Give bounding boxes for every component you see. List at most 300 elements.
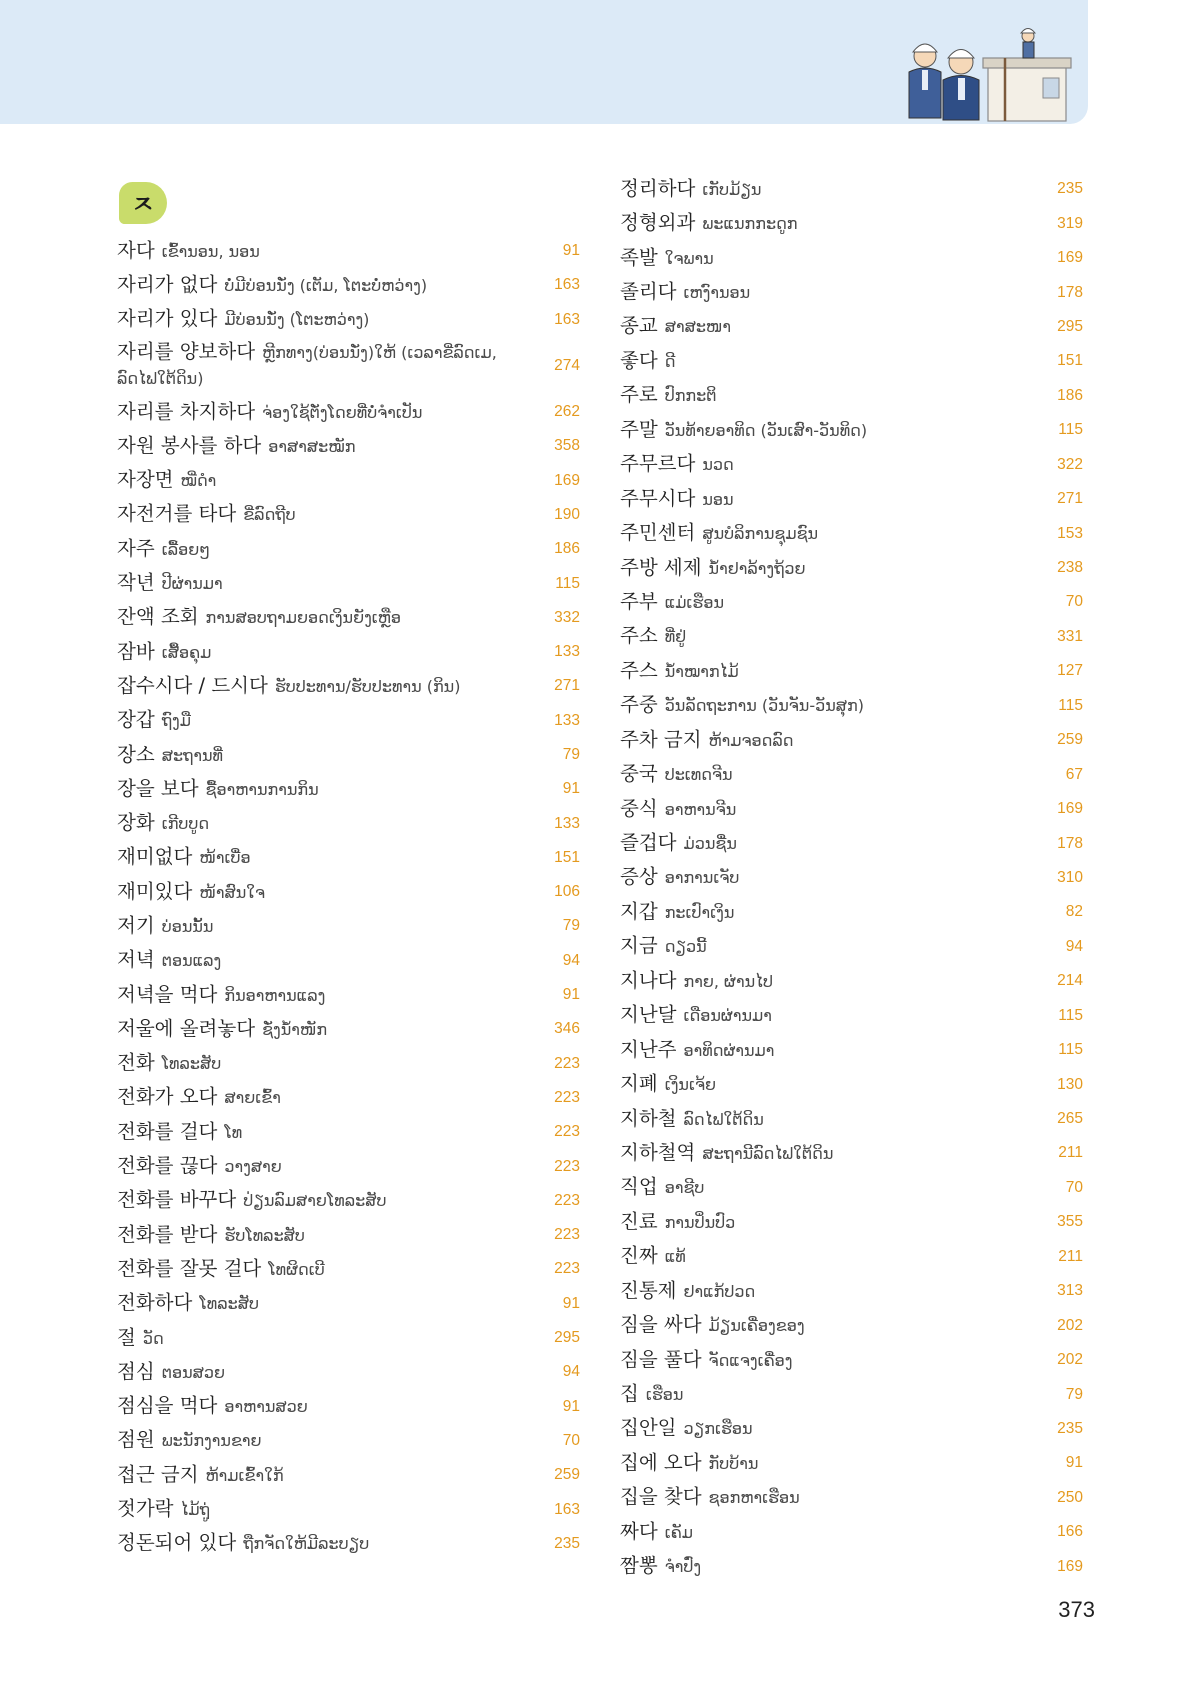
page-reference: 223 [554,1088,580,1106]
page-reference: 115 [1058,1006,1083,1024]
korean-headword: 족발 [620,245,658,269]
page-reference: 235 [1057,180,1083,198]
index-entry [117,1492,580,1526]
page-reference: 186 [1057,386,1083,404]
index-entry [117,1184,580,1218]
lao-translation: ຊອກຫາເຮືອນ [708,1488,800,1508]
entry-text [620,1071,1035,1098]
page-reference: 295 [554,1329,580,1347]
index-entry [620,551,1083,585]
entry-text [117,1462,532,1489]
entry-text [620,727,1035,754]
index-entry [620,757,1083,791]
lao-translation: ອາສາສະໝັກ [268,436,356,456]
korean-headword: 주방 세제 [620,555,702,579]
lao-translation: ໂທລະສັບ [161,1054,222,1074]
index-entry [620,344,1083,378]
page-reference: 322 [1057,455,1083,473]
page-reference: 358 [554,437,580,455]
page-reference: 295 [1057,317,1083,335]
lao-translation: ນອນ [702,489,734,509]
index-entry [620,861,1083,895]
page-reference: 271 [1057,490,1083,508]
page-reference: 169 [1057,249,1083,267]
index-entry [620,1550,1083,1584]
page-reference: 151 [1057,352,1083,370]
entry-text [117,570,532,597]
korean-headword: 저울에 올려놓다 [117,1016,256,1040]
index-entry [620,1136,1083,1170]
lao-translation: ວັນລັດຖະການ (ວັນຈັນ-ວັນສຸກ) [664,696,864,716]
lao-translation: ກັບບ້ານ [708,1453,759,1473]
entry-text [620,382,1035,409]
lao-translation: ເງິນເຈ້ຍ [664,1075,716,1095]
korean-headword: 전화가 오다 [117,1085,218,1109]
korean-headword: 지갑 [620,899,658,923]
entry-text [117,1530,532,1557]
index-entry [620,620,1083,654]
page-reference: 70 [562,1431,580,1449]
entry-text [620,933,1035,960]
lao-translation: ເຮືອນ [645,1385,684,1405]
entry-text [620,1347,1035,1374]
korean-headword: 전화를 받다 [117,1222,218,1246]
lao-translation: ໃຈພານ [664,248,714,268]
lao-translation: ອາຫານຈີນ [664,799,737,819]
lao-translation: ອາທິດຜ່ານມາ [683,1040,775,1060]
entry-text [620,210,1035,237]
entry-text [117,639,532,666]
index-entry [117,566,580,600]
page-reference: 79 [1065,1385,1083,1403]
entry-text [117,238,532,265]
lao-translation: ເກີບບູດ [161,814,210,834]
korean-headword: 진짜 [620,1244,658,1268]
lao-translation: ກິນອາຫານແລງ [224,985,326,1005]
korean-headword: 자주 [117,536,155,560]
page-reference: 115 [555,574,580,592]
page-reference: 70 [1065,1178,1083,1196]
entry-text [620,692,1035,719]
lao-translation: ພະແນກກະດູກ [702,214,798,234]
entry-text [117,399,532,426]
korean-headword: 주부 [620,589,658,613]
page-reference: 211 [1058,1144,1083,1162]
index-entry [117,738,580,772]
lao-translation: ດີ [664,351,676,371]
page-reference: 178 [1057,283,1083,301]
lao-translation: ໂທລະສັບ [199,1294,259,1314]
entry-text [117,1256,532,1283]
entry-text [620,451,1035,478]
page-reference: 223 [554,1123,580,1141]
lao-translation: ສະຖານທີ່ [161,745,224,765]
korean-headword: 지난주 [620,1037,677,1061]
entry-text [117,1325,532,1352]
page-reference: 190 [554,505,580,523]
korean-headword: 진료 [620,1209,658,1233]
page-reference: 91 [562,1397,580,1415]
index-entry [620,964,1083,998]
korean-headword: 짜다 [620,1519,658,1543]
korean-headword: 중식 [620,796,658,820]
page-reference: 166 [1057,1523,1083,1541]
korean-headword: 전화하다 [117,1291,193,1315]
index-entry [620,1481,1083,1515]
korean-headword: 저녁을 먹다 [117,982,218,1006]
page-number: 373 [1058,1597,1095,1622]
index-entry [117,1355,580,1389]
lao-translation: ນ້ຳຢາລ້າງຖ້ວຍ [708,558,806,578]
lao-translation: ທີ່ຢູ່ [664,627,687,647]
page-reference: 163 [554,310,580,328]
korean-headword: 주차 금지 [620,727,702,751]
lao-translation: ເດືອນຜ່ານມາ [683,1006,772,1026]
page-reference: 115 [1058,696,1083,714]
entry-text [620,1106,1035,1133]
entry-text [620,589,1035,616]
page-reference: 115 [1058,1041,1083,1059]
page-reference: 202 [1057,1351,1083,1369]
page-reference: 94 [1065,937,1083,955]
lao-translation: ສູນບໍລິການຊຸມຊົນ [702,524,819,544]
lao-translation: ຫຼີກທາງ(ບ່ອນນັ່ງ)ໃຫ້ (ເວລາຂີ່ລົດເມ, ລົດໄຟໃຕ້ດິນ) [117,343,497,389]
page-reference: 250 [1057,1488,1083,1506]
lao-translation: ຖືກຈັດໃຫ້ມີລະບຽບ [243,1534,370,1554]
lao-translation: ປົກກະຕິ [664,386,717,406]
entry-text [117,339,532,392]
page-reference: 355 [1057,1213,1083,1231]
korean-headword: 젓가락 [117,1497,174,1521]
index-entry [117,1081,580,1115]
index-entry [620,1171,1083,1205]
entry-text [620,796,1035,823]
page-reference: 163 [554,1500,580,1518]
entry-text [620,830,1035,857]
korean-headword: 증상 [620,865,658,889]
entry-text [117,1016,532,1043]
korean-headword: 집 [620,1382,639,1406]
korean-headword: 주민센터 [620,521,696,545]
page-reference: 91 [1065,1454,1083,1472]
entry-text [117,536,532,563]
lao-translation: ຈ່ອງໃຊ້ຕັ່ງໂດຍທີ່ບໍ່ຈຳເປັນ [262,402,423,422]
lao-translation: ສາຍເຂົ້າ [224,1088,281,1108]
korean-headword: 짐을 싸다 [620,1313,702,1337]
entry-text [117,433,532,460]
korean-headword: 접근 금지 [117,1462,199,1486]
korean-headword: 주스 [620,658,658,682]
index-entry [620,689,1083,723]
entry-text [620,555,1035,582]
entry-text [620,417,1035,444]
right-column [620,172,1083,1584]
page-reference: 223 [554,1054,580,1072]
section-letter-badge: ㅈ [119,182,167,224]
lao-translation: ພະນັກງານຂາຍ [161,1431,262,1451]
entry-text [620,1312,1035,1339]
entry-text [620,1243,1035,1270]
index-entry [620,1067,1083,1101]
lao-translation: ຮັບໂທລະສັບ [224,1225,305,1245]
page-reference: 186 [554,540,580,558]
lao-translation: ຫ້າມເຂົ້າໃກ້ [205,1465,284,1485]
korean-headword: 주소 [620,624,658,648]
page-reference: 169 [1057,1557,1083,1575]
entry-text [620,1519,1035,1546]
page-reference: 79 [562,917,580,935]
lao-translation: ວາງສາຍ [224,1157,282,1177]
page-reference: 79 [562,746,580,763]
lao-translation: ສະຖານີລົດໄຟໃຕ້ດິນ [702,1143,834,1163]
korean-headword: 점심을 먹다 [117,1394,218,1418]
index-entry [117,1149,580,1183]
entry-text [117,1153,532,1180]
index-entry [117,1218,580,1252]
entry-text [620,1415,1035,1442]
index-entry [620,1240,1083,1274]
lao-translation: ນ້ຳໝາກໄມ້ [664,661,739,681]
entry-text [117,1496,532,1523]
entry-text [620,761,1035,788]
index-entry [117,303,580,337]
korean-headword: 주중 [620,693,658,717]
page-reference: 178 [1057,834,1083,852]
page-reference: 169 [1057,800,1083,818]
lao-translation: ໝີ່ດຳ [180,471,217,491]
korean-headword: 전화를 바꾸다 [117,1188,237,1212]
index-entry [620,482,1083,516]
index-entry [117,429,580,463]
entry-text [620,623,1035,650]
page-reference: 274 [554,356,580,374]
entry-text [620,486,1035,513]
lao-translation: ໜ້າເບື່ອ [199,848,251,868]
index-entry [620,172,1083,206]
index-entry [620,585,1083,619]
entry-text [117,879,532,906]
page-reference: 259 [1057,731,1083,749]
page-reference: 91 [562,242,580,260]
page-reference: 238 [1057,559,1083,577]
lao-translation: ໄມ້ຖູ່ [180,1500,210,1520]
lao-translation: ຢາແກ້ປວດ [683,1281,756,1301]
page-reference: 223 [554,1191,580,1209]
index-entry [117,704,580,738]
index-entry [620,895,1083,929]
korean-headword: 점원 [117,1428,155,1452]
korean-headword: 지나다 [620,968,677,992]
lao-translation: ມ່ວນຊື່ນ [683,834,737,854]
entry-text [117,1393,532,1420]
index-entry [117,635,580,669]
entry-text [117,673,532,700]
page-reference: 91 [562,1294,580,1312]
lao-translation: ໜ້າສົນໃຈ [199,882,266,902]
index-entry [117,1458,580,1492]
page-reference: 133 [554,643,580,661]
construction-workers-illustration [893,14,1083,124]
page-reference: 169 [554,471,580,489]
index-entry [620,413,1083,447]
index-entry [117,841,580,875]
korean-headword: 재미있다 [117,879,193,903]
page-reference: 262 [554,403,580,421]
index-entry [117,875,580,909]
page-reference: 94 [562,951,580,969]
index-entry [117,234,580,268]
page-reference: 332 [554,608,580,626]
lao-translation: ເລື້ອຍໆ [161,539,210,559]
korean-headword: 집을 찾다 [620,1485,702,1509]
entry-text [620,1037,1035,1064]
index-entry [620,1205,1083,1239]
korean-headword: 자다 [117,238,155,262]
entry-text [117,467,532,494]
lao-translation: ມີບ່ອນນັ່ງ (ໂຕະຫວ່າງ) [224,310,370,330]
korean-headword: 전화를 걸다 [117,1119,218,1143]
entry-text [117,1222,532,1249]
entry-text [117,1359,532,1386]
entry-text [117,1427,532,1454]
lao-translation: ໂທ [224,1122,243,1142]
korean-headword: 절 [117,1325,136,1349]
index-entry [620,1033,1083,1067]
page-reference: 94 [562,1363,580,1381]
index-entry [620,275,1083,309]
index-entry [117,1527,580,1561]
korean-headword: 자리를 양보하다 [117,340,256,364]
korean-headword: 저기 [117,913,155,937]
lao-translation: ຈັດແຈງເຄື່ອງ [708,1350,793,1370]
index-entry [117,1115,580,1149]
index-entry [620,792,1083,826]
korean-headword: 장화 [117,811,155,835]
korean-headword: 작년 [117,571,155,595]
page-reference: 223 [554,1226,580,1244]
korean-headword: 장을 보다 [117,776,199,800]
entry-text [117,501,532,528]
index-entry [620,654,1083,688]
korean-headword: 정돈되어 있다 [117,1531,237,1555]
lao-translation: ຂີ່ລົດຖີບ [243,505,296,525]
korean-headword: 저녁 [117,948,155,972]
index-entry [620,1446,1083,1480]
entry-text [620,1553,1035,1580]
korean-headword: 장소 [117,742,155,766]
page-reference: 130 [1057,1075,1083,1093]
entry-text [620,899,1035,926]
entry-text [620,1381,1035,1408]
lao-translation: ຊັ່ງນ້ຳໜັກ [262,1019,328,1039]
entry-text [117,1050,532,1077]
index-entry [620,1274,1083,1308]
page-reference: 214 [1057,972,1083,990]
page-reference: 223 [554,1260,580,1278]
korean-headword: 정리하다 [620,176,696,200]
korean-headword: 졸리다 [620,280,677,304]
index-entry [620,448,1083,482]
entry-text [117,272,532,299]
index-entry [117,978,580,1012]
lao-translation: ວຽກເຮືອນ [683,1419,753,1439]
korean-headword: 지하철 [620,1106,677,1130]
korean-headword: 즐겁다 [620,831,677,855]
entry-text [620,176,1035,203]
lao-translation: ມ້ຽນເຄື່ອງຂອງ [708,1316,805,1336]
page-reference: 319 [1057,214,1083,232]
korean-headword: 지하철역 [620,1140,696,1164]
page-reference: 115 [1058,421,1083,439]
entry-text [117,776,532,803]
page-reference: 151 [554,848,580,866]
entry-text [117,306,532,333]
lao-translation: ດຽວນີ້ [664,937,707,957]
page-reference: 235 [1057,1419,1083,1437]
entry-text [620,245,1035,272]
entry-text [620,313,1035,340]
korean-headword: 종교 [620,314,658,338]
page-reference: 127 [1057,662,1083,680]
lao-translation: ຕອນສວຍ [161,1362,225,1382]
korean-headword: 전화를 잘못 걸다 [117,1256,262,1280]
index-entry [620,1412,1083,1446]
page-reference: 265 [1057,1110,1083,1128]
entry-text [117,947,532,974]
index-entry [117,268,580,302]
korean-headword: 잡수시다 / 드시다 [117,673,268,697]
page-reference: 106 [554,883,580,901]
korean-headword: 자장면 [117,468,174,492]
page-reference: 259 [554,1466,580,1484]
page-reference: 223 [554,1157,580,1175]
korean-headword: 지금 [620,934,658,958]
entry-text [117,707,532,734]
index-entry [117,337,580,395]
lao-translation: ກະເປົາເງິນ [664,902,735,922]
korean-headword: 주말 [620,417,658,441]
index-entry [117,1390,580,1424]
entry-text [117,1187,532,1214]
lao-translation: ອາການເຈັບ [664,868,740,888]
page-reference: 133 [554,711,580,729]
lao-translation: ປ່ຽນລົມສາຍໂທລະສັບ [243,1191,387,1211]
korean-headword: 자리가 있다 [117,307,218,331]
entry-text [117,604,532,631]
page-reference: 82 [1065,903,1083,921]
index-entry [117,1424,580,1458]
lao-translation: ແທ້ [664,1247,686,1267]
index-entry [620,723,1083,757]
lao-translation: ປີຜ່ານມາ [161,574,223,594]
index-entry [117,1287,580,1321]
page-reference: 271 [554,677,580,695]
korean-headword: 잠바 [117,639,155,663]
lao-translation: ແມ່ເຮືອນ [664,592,725,612]
lao-translation: ກາຍ, ຜ່ານໄປ [683,971,773,991]
lao-translation: ອາຊີບ [664,1178,705,1198]
index-entry [620,1377,1083,1411]
page-reference: 313 [1057,1282,1083,1300]
korean-headword: 짐을 풀다 [620,1347,702,1371]
entry-text [620,968,1035,995]
entry-text [620,520,1035,547]
korean-headword: 자리를 차지하다 [117,399,256,423]
entry-text [620,1484,1035,1511]
page-reference: 133 [554,814,580,832]
korean-headword: 진통제 [620,1278,677,1302]
korean-headword: 주무시다 [620,486,696,510]
